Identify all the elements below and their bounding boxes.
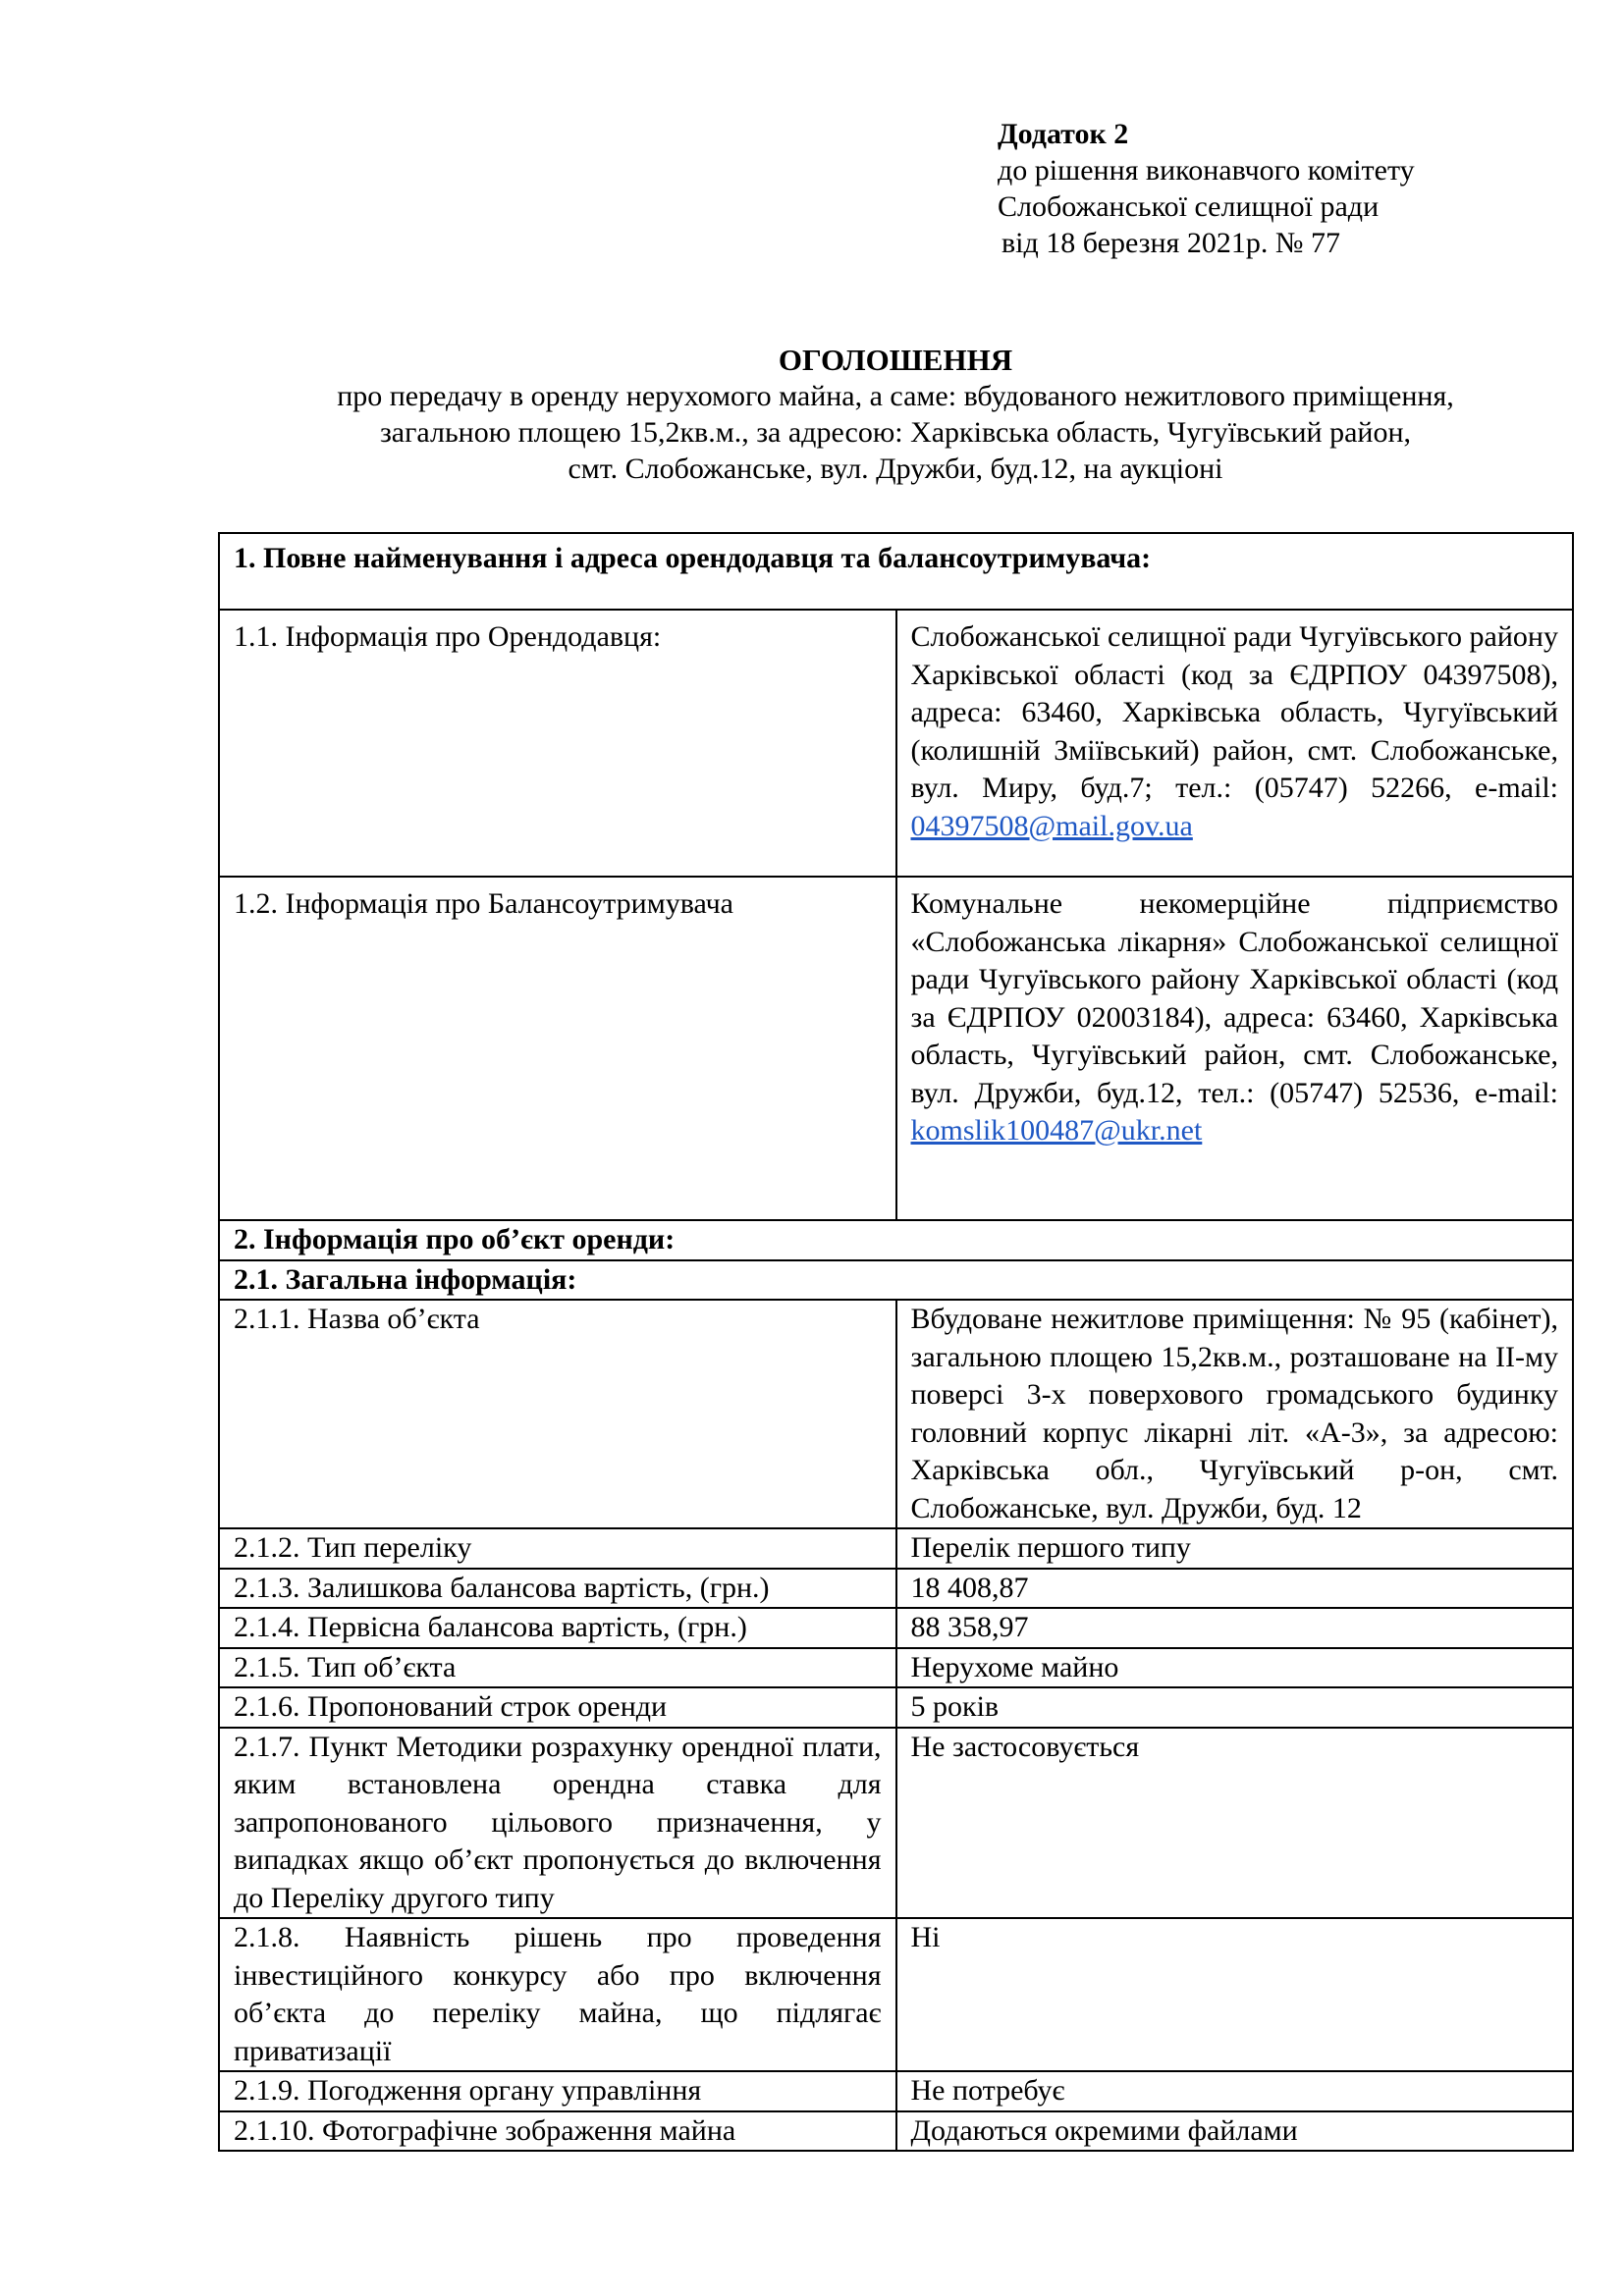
row-value: Не застосовується xyxy=(896,1728,1574,1919)
announcement-line-3: смт. Слобожанське, вул. Дружби, буд.12, на аукціоні xyxy=(568,453,1223,485)
balance-holder-email-link[interactable]: komslik100487@ukr.net xyxy=(910,1114,1203,1147)
table-row xyxy=(219,2071,1573,2111)
row-label: 2.1.7. Пункт Методики розрахунку орендної плати, яким встановлена орендна ставка для запропонованого цільового призначення, у випадках якщо об’єкт пропонується до включення до Переліку другого типу xyxy=(219,1728,896,1919)
table-row xyxy=(219,1608,1573,1648)
annex-block xyxy=(998,116,1415,261)
table-row xyxy=(219,1918,1573,2071)
section-2-header-row xyxy=(219,1220,1573,1260)
row-label: 2.1.3. Залишкова балансова вартість, (грн.) xyxy=(219,1569,896,1609)
row-value: 88 358,97 xyxy=(896,1608,1574,1648)
section-2-title: 2. Інформація про об’єкт оренди: xyxy=(219,1220,1573,1260)
row-label: 2.1.10. Фотографічне зображення майна xyxy=(219,2111,896,2152)
landlord-row xyxy=(219,610,1573,877)
row-label: 2.1.1. Назва об’єкта xyxy=(219,1300,896,1528)
row-label: 2.1.2. Тип переліку xyxy=(219,1528,896,1569)
row-label: 2.1.5. Тип об’єкта xyxy=(219,1648,896,1688)
row-value: Вбудоване нежитлове приміщення: № 95 (кабінет), загальною площею 15,2кв.м., розташоване на ІІ-му поверсі 3-х поверхового громадського будинку головний корпус лікарні літ. «А-3», за адресою: Харківська обл., Чугуївський р-он, смт. Слобожанське, вул. Дружби, буд. 12 xyxy=(896,1300,1574,1528)
row-value: Додаються окремими файлами xyxy=(896,2111,1574,2152)
balance-holder-info xyxy=(896,877,1574,1220)
section-1-title: 1. Повне найменування і адреса орендодавця та балансоутримувача: xyxy=(219,533,1573,610)
row-label: 2.1.9. Погодження органу управління xyxy=(219,2071,896,2111)
balance-holder-text: Комунальне некомерційне підприємство «Слобожанська лікарня» Слобожанської селищної ради Чугуївського району Харківської області (код за ЄДРПОУ 02003184), адреса: 63460, Харківська область, Чугуївський район, смт. Слобожанське, вул. Дружби, буд.12, тел.: (05747) 52536, e-mail: xyxy=(910,887,1558,1109)
annex-title: Додаток 2 xyxy=(998,118,1129,150)
table-row xyxy=(219,1528,1573,1569)
row-value: 18 408,87 xyxy=(896,1569,1574,1609)
balance-holder-row xyxy=(219,877,1573,1220)
table-row xyxy=(219,1687,1573,1728)
announcement-line-2: загальною площею 15,2кв.м., за адресою: Харківська область, Чугуївський район, xyxy=(379,416,1412,449)
row-value: Перелік першого типу xyxy=(896,1528,1574,1569)
announcement-table xyxy=(218,532,1574,2152)
row-value: Не потребує xyxy=(896,2071,1574,2111)
row-label: 2.1.6. Пропонований строк оренди xyxy=(219,1687,896,1728)
section-2-subheader-row xyxy=(219,1260,1573,1301)
row-label: 2.1.8. Наявність рішень про проведення інвестиційного конкурсу або про включення об’єкта до переліку майна, що підлягає приватизації xyxy=(219,1918,896,2071)
landlord-label: 1.1. Інформація про Орендодавця: xyxy=(219,610,896,877)
row-value: Нерухоме майно xyxy=(896,1648,1574,1688)
table-row xyxy=(219,2111,1573,2152)
announcement-heading: ОГОЛОШЕННЯ xyxy=(778,343,1013,377)
section-1-header-row xyxy=(219,533,1573,610)
section-2-subtitle: 2.1. Загальна інформація: xyxy=(219,1260,1573,1301)
annex-line-3: від 18 березня 2021р. № 77 xyxy=(1001,227,1340,259)
row-value: 5 років xyxy=(896,1687,1574,1728)
row-label: 2.1.4. Первісна балансова вартість, (грн.) xyxy=(219,1608,896,1648)
annex-line-1: до рішення виконавчого комітету xyxy=(998,154,1415,187)
row-value: Ні xyxy=(896,1918,1574,2071)
balance-holder-label: 1.2. Інформація про Балансоутримувача xyxy=(219,877,896,1220)
table-row xyxy=(219,1648,1573,1688)
table-row xyxy=(219,1569,1573,1609)
announcement-line-1: про передачу в оренду нерухомого майна, а саме: вбудованого нежитлового приміщення, xyxy=(337,380,1454,412)
landlord-email-link[interactable]: 04397508@mail.gov.ua xyxy=(910,809,1193,842)
annex-line-2: Слобожанської селищної ради xyxy=(998,190,1380,223)
table-row xyxy=(219,1300,1573,1528)
table-row xyxy=(219,1728,1573,1919)
landlord-info xyxy=(896,610,1574,877)
landlord-text: Слобожанської селищної ради Чугуївського району Харківської області (код за ЄДРПОУ 04397508), адреса: 63460, Харківська область, Чугуївський (колишній Зміївський) район, смт. Слобожанське, вул. Миру, буд.7; тел.: (05747) 52266, e-mail: xyxy=(910,620,1558,804)
announcement-title-block xyxy=(218,342,1573,487)
